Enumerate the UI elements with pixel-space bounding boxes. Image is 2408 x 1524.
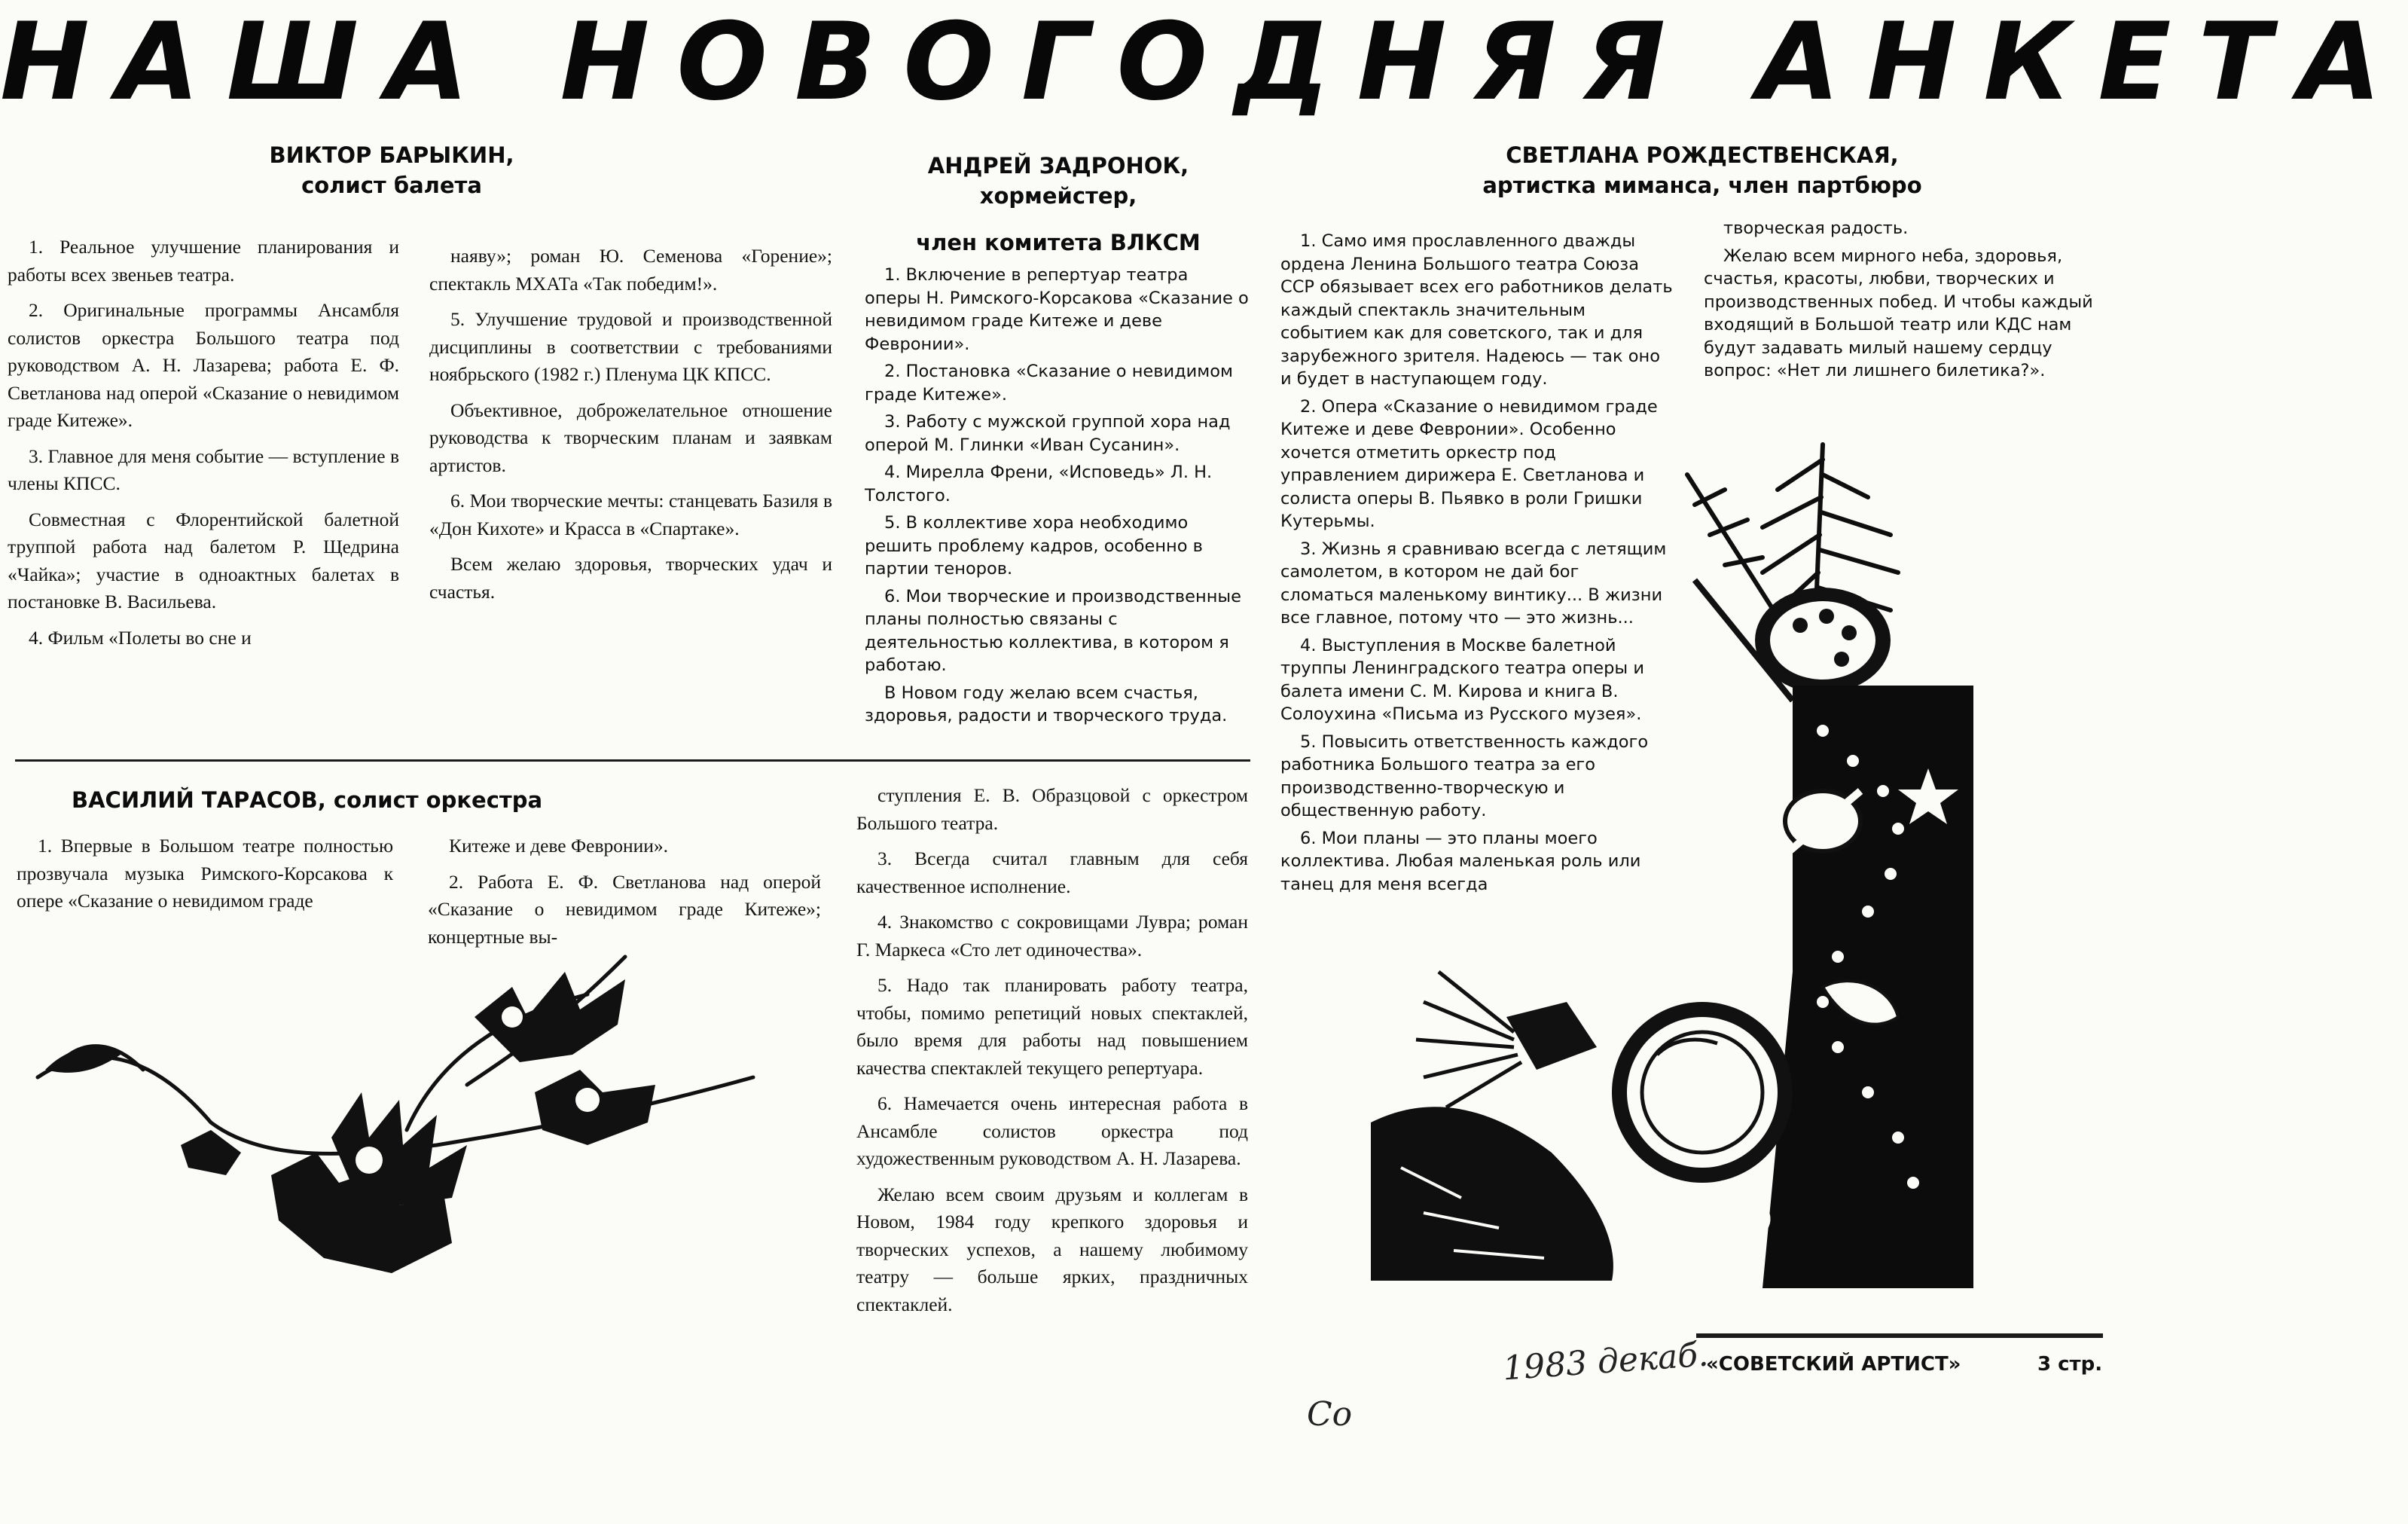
paragraph: Китеже и деве Февронии».	[449, 835, 669, 857]
paragraph: 3. Всегда считал главным для себя качественное исполнение.	[856, 848, 1248, 897]
paragraph: 3. Работу с мужской группой хора над оперой М. Глинки «Иван Сусанин».	[865, 412, 1231, 455]
paragraph: 1. Само имя прославленного дважды ордена Ленина Большого театра Союза ССР обязывает всех его работников делать каждый спектакль значительным событием как для советского, так и для зарубежного зрителя. Надеюсь — так оно и будет в наступающем году.	[1280, 231, 1673, 389]
paragraph: 2. Оригинальные программы Ансамбля солистов оркестра Большого театра под руководством А. Н. Лазарева; работа Е. Ф. Светланова над оперой «Сказание о невидимом граде Китеже».	[8, 299, 399, 431]
paragraph: 5. Надо так планировать работу театра, чтобы, помимо репетиций новых спектаклей, было время для работы над повышением качества спектаклей текущего репертуара.	[856, 974, 1248, 1079]
paragraph: 5. В коллективе хора необходимо решить проблему кадров, особенно в партии теноров.	[865, 513, 1203, 579]
author-role: солист балета	[301, 173, 482, 198]
author-name: АНДРЕЙ ЗАДРОНОК,	[927, 153, 1189, 179]
author-role: хормейстер,	[979, 183, 1137, 209]
pine-branch-illustration	[15, 927, 829, 1281]
paragraph: 2. Работа Е. Ф. Светланова над оперой «Сказание о невидимом граде Китеже»; концертные вы-	[428, 870, 821, 948]
page-number: 3 стр.	[2037, 1353, 2103, 1376]
paragraph: 1. Впервые в Большом театре полностью прозвучала музыка Римского-Корсакова к опере «Сказание о невидимом граде	[17, 835, 393, 912]
section-divider	[15, 759, 1250, 762]
article-barykin-column-2	[429, 243, 832, 614]
paragraph: 2. Постановка «Сказание о невидимом граде Китеже».	[865, 362, 1234, 405]
paragraph: творческая радость.	[1723, 218, 1909, 238]
paragraph: 6. Мои творческие мечты: станцевать Базиля в «Дон Кихоте» и Красса в «Спартаке».	[429, 490, 832, 539]
paragraph: 1. Включение в репертуар театра оперы Н. Римского-Корсакова «Сказание о невидимом граде Китеже и деве Февронии».	[865, 265, 1249, 354]
paragraph: Объективное, доброжелательное отношение руководства к творческим планам и заявкам артистов.	[429, 399, 832, 476]
handwritten-date: 1983 декаб.	[1501, 1335, 1710, 1388]
article-tarasov-column-1	[17, 832, 393, 924]
paragraph: 2. Опера «Сказание о невидимом граде Китеже и деве Февронии». Особенно хочется отметить оркестр под управлением дирижера Е. Светланова и солиста оперы В. Пьявко в роли Гришки Кутерьмы.	[1280, 396, 1658, 531]
paragraph: 6. Мои планы — это планы моего коллектива. Любая маленькая роль или танец для меня всегда	[1280, 828, 1641, 894]
handwritten-mark: Со	[1307, 1395, 1353, 1434]
article-rozhdestvenskaya-column-2	[1704, 217, 2101, 387]
article-zadronok-column	[865, 264, 1249, 732]
article-header-tarasov	[72, 785, 599, 815]
article-header-barykin	[226, 140, 557, 200]
author-role: артистка миманса, член партбюро	[1482, 173, 1922, 198]
article-header-rozhdestvenskaya	[1416, 140, 1988, 200]
author-name: ВИКТОР БАРЫКИН,	[269, 142, 514, 168]
paragraph: 5. Улучшение трудовой и производственной дисциплины в соответствии с требованиями ноябрьского (1982 г.) Пленума ЦК КПСС.	[429, 308, 832, 385]
paragraph: Всем желаю здоровья, творческих удач и счастья.	[429, 553, 832, 603]
article-header-zadronok	[859, 151, 1258, 258]
author-name-role: ВАСИЛИЙ ТАРАСОВ, солист оркестра	[72, 787, 543, 813]
paragraph: 6. Мои творческие и производственные планы полностью связаны с деятельностью коллектива, в котором я работаю.	[865, 586, 1242, 675]
paragraph: наяву»; роман Ю. Семенова «Горение»; спектакль МХАТа «Так победим!».	[429, 245, 832, 295]
author-role-2: член комитета ВЛКСМ	[916, 230, 1201, 255]
publication-name: «СОВЕТСКИЙ АРТИСТ»	[1706, 1353, 1961, 1376]
page-title: НАША НОВОГОДНЯЯ АНКЕТА	[0, 0, 2408, 124]
paragraph: 3. Главное для меня событие — вступление в члены КПСС.	[8, 444, 399, 494]
paragraph: 1. Реальное улучшение планирования и работы всех звеньев театра.	[8, 236, 399, 286]
paragraph: 3. Жизнь я сравниваю всегда с летящим самолетом, в котором не дай бог сломаться маленькому винтику... В жизни все главное, потому что — это жизнь...	[1280, 539, 1667, 628]
paragraph: В Новом году желаю всем счастья, здоровья, радости и творческого труда.	[865, 683, 1228, 725]
christmas-ornaments-illustration	[1371, 444, 1988, 1318]
article-tarasov-column-3	[856, 782, 1248, 1327]
paragraph: 4. Знакомство с сокровищами Лувра; роман Г. Маркеса «Сто лет одиночества».	[856, 911, 1248, 961]
paragraph: Совместная с Флорентийской балетной труппой работа над балетом Р. Щедрина «Чайка»; участие в одноактных балетах в постановке В. Васильева.	[8, 508, 399, 612]
paragraph: 5. Повысить ответственность каждого работника Большого театра за его производственно-творческую и общественную работу.	[1280, 731, 1649, 820]
paragraph: Желаю всем мирного неба, здоровья, счастья, красоты, любви, творческих и производственных побед. И чтобы каждый входящий в Большой театр или КДС нам будут задавать милый нашему сердцу вопрос: «Нет ли лишнего билетика?».	[1704, 246, 2093, 380]
paragraph: 6. Намечается очень интересная работа в Ансамбле солистов оркестра под художественным руководством А. Н. Лазарева.	[856, 1092, 1248, 1169]
article-barykin-column-1	[8, 234, 399, 660]
paragraph: 4. Фильм «Полеты во сне и	[29, 626, 252, 649]
paragraph: 4. Выступления в Москве балетной труппы Ленинградского театра оперы и балета имени С. М. Кирова и книга В. Солоухина «Письма из Русского музея».	[1280, 635, 1644, 724]
author-name: СВЕТЛАНА РОЖДЕСТВЕНСКАЯ,	[1506, 142, 1899, 168]
paragraph: 4. Мирелла Френи, «Исповедь» Л. Н. Толстого.	[865, 463, 1213, 505]
paragraph: ступления Е. В. Образцовой с оркестром Большого театра.	[856, 784, 1248, 834]
paragraph: Желаю всем своим друзьям и коллегам в Новом, 1984 году крепкого здоровья и творческих успехов, а нашему любимому театру — больше ярких, праздничных спектаклей.	[856, 1183, 1248, 1315]
footer-rule	[1696, 1333, 2103, 1338]
